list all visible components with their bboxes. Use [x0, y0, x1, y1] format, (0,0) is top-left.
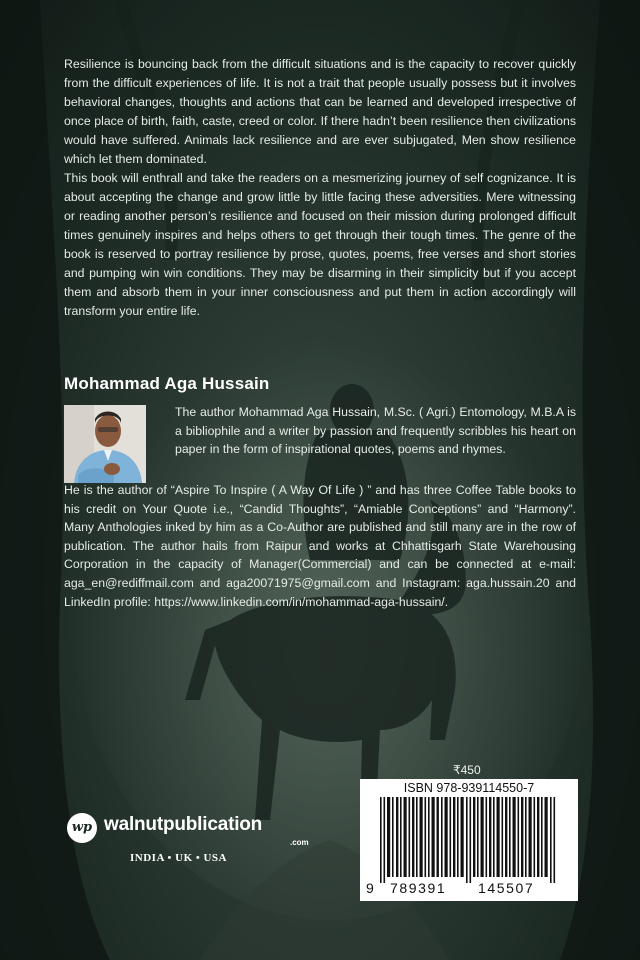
isbn-label: ISBN 978-939114550-7 — [403, 781, 535, 795]
blurb-paragraph-2: This book will enthrall and take the readers on a mesmerizing journey of self cognizance. It is about accepting the change and grow little by little facing these adversities. Mere witnessing or reading another person’s resilience and focused on their mission during prolonged difficult times genuinely inspires and helps others to get through their tough times. The genre of the book is reserved to portray resilience by prose, quotes, poems, free verses and short stories and pumping win win conditions. They may be disarming in their simplicity but if you accept them and absorb them in your inner consciousness and put them in action accordingly will transform your entire life. — [64, 171, 576, 318]
publisher-logo-icon: wp — [67, 813, 97, 843]
back-cover-blurb — [64, 55, 576, 321]
author-name-heading: Mohammad Aga Hussain — [64, 374, 270, 393]
publisher-domain-suffix: .com — [290, 838, 309, 847]
blurb-paragraph-1: Resilience is bouncing back from the difficult situations and is the capacity to recover quickly from the difficult experiences of life. It is not a trait that people usually possess but it involves behavioral changes, thoughts and actions that can be learned and developed irrespective of once place of birth, faith, caste, creed or color. If there hadn’t been resilience then civilizations would have suffered. Animals lack resilience and are ever subjugated, Men show resilience which let them dominated. — [64, 57, 576, 166]
publisher-name: walnutpublication — [104, 814, 263, 835]
author-bio-intro: The author Mohammad Aga Hussain, M.Sc. ( Agri.) Entomology, M.B.A is a bibliophile and a writer by passion and frequently scribbles his heart on paper in the form of inspirational quotes, poems and rhymes. — [175, 405, 576, 457]
author-photo — [64, 405, 146, 483]
book-price: ₹450 — [453, 763, 481, 777]
barcode-digits-right: 145507 — [478, 880, 535, 896]
publisher-countries: INDIA • UK • USA — [130, 852, 227, 864]
isbn-barcode — [360, 779, 578, 901]
barcode-digits-left: 789391 — [390, 880, 447, 896]
author-bio-details: He is the author of “Aspire To Inspire ( A Way Of Life ) ” and has three Coffee Table books to his credit on Your Quote i.e., “Candid Thoughts”, “Amiable Conceptions” and “Harmony”. Many Anthologies inked by him as a Co-Author are published and still many are in the row of publication. The author hails from Raipur and works at Chhattisgarh State Warehousing Corporation in the capacity of Manager(Commercial) and can be connected at e-mail: aga_en@rediffmail.com and aga20071975@gmail.com and Instagram: aga.hussain.20 and LinkedIn profile: https://www.linkedin.com/in/mohammad-aga-hussain/. — [64, 483, 576, 609]
barcode-digit-first: 9 — [366, 880, 374, 896]
